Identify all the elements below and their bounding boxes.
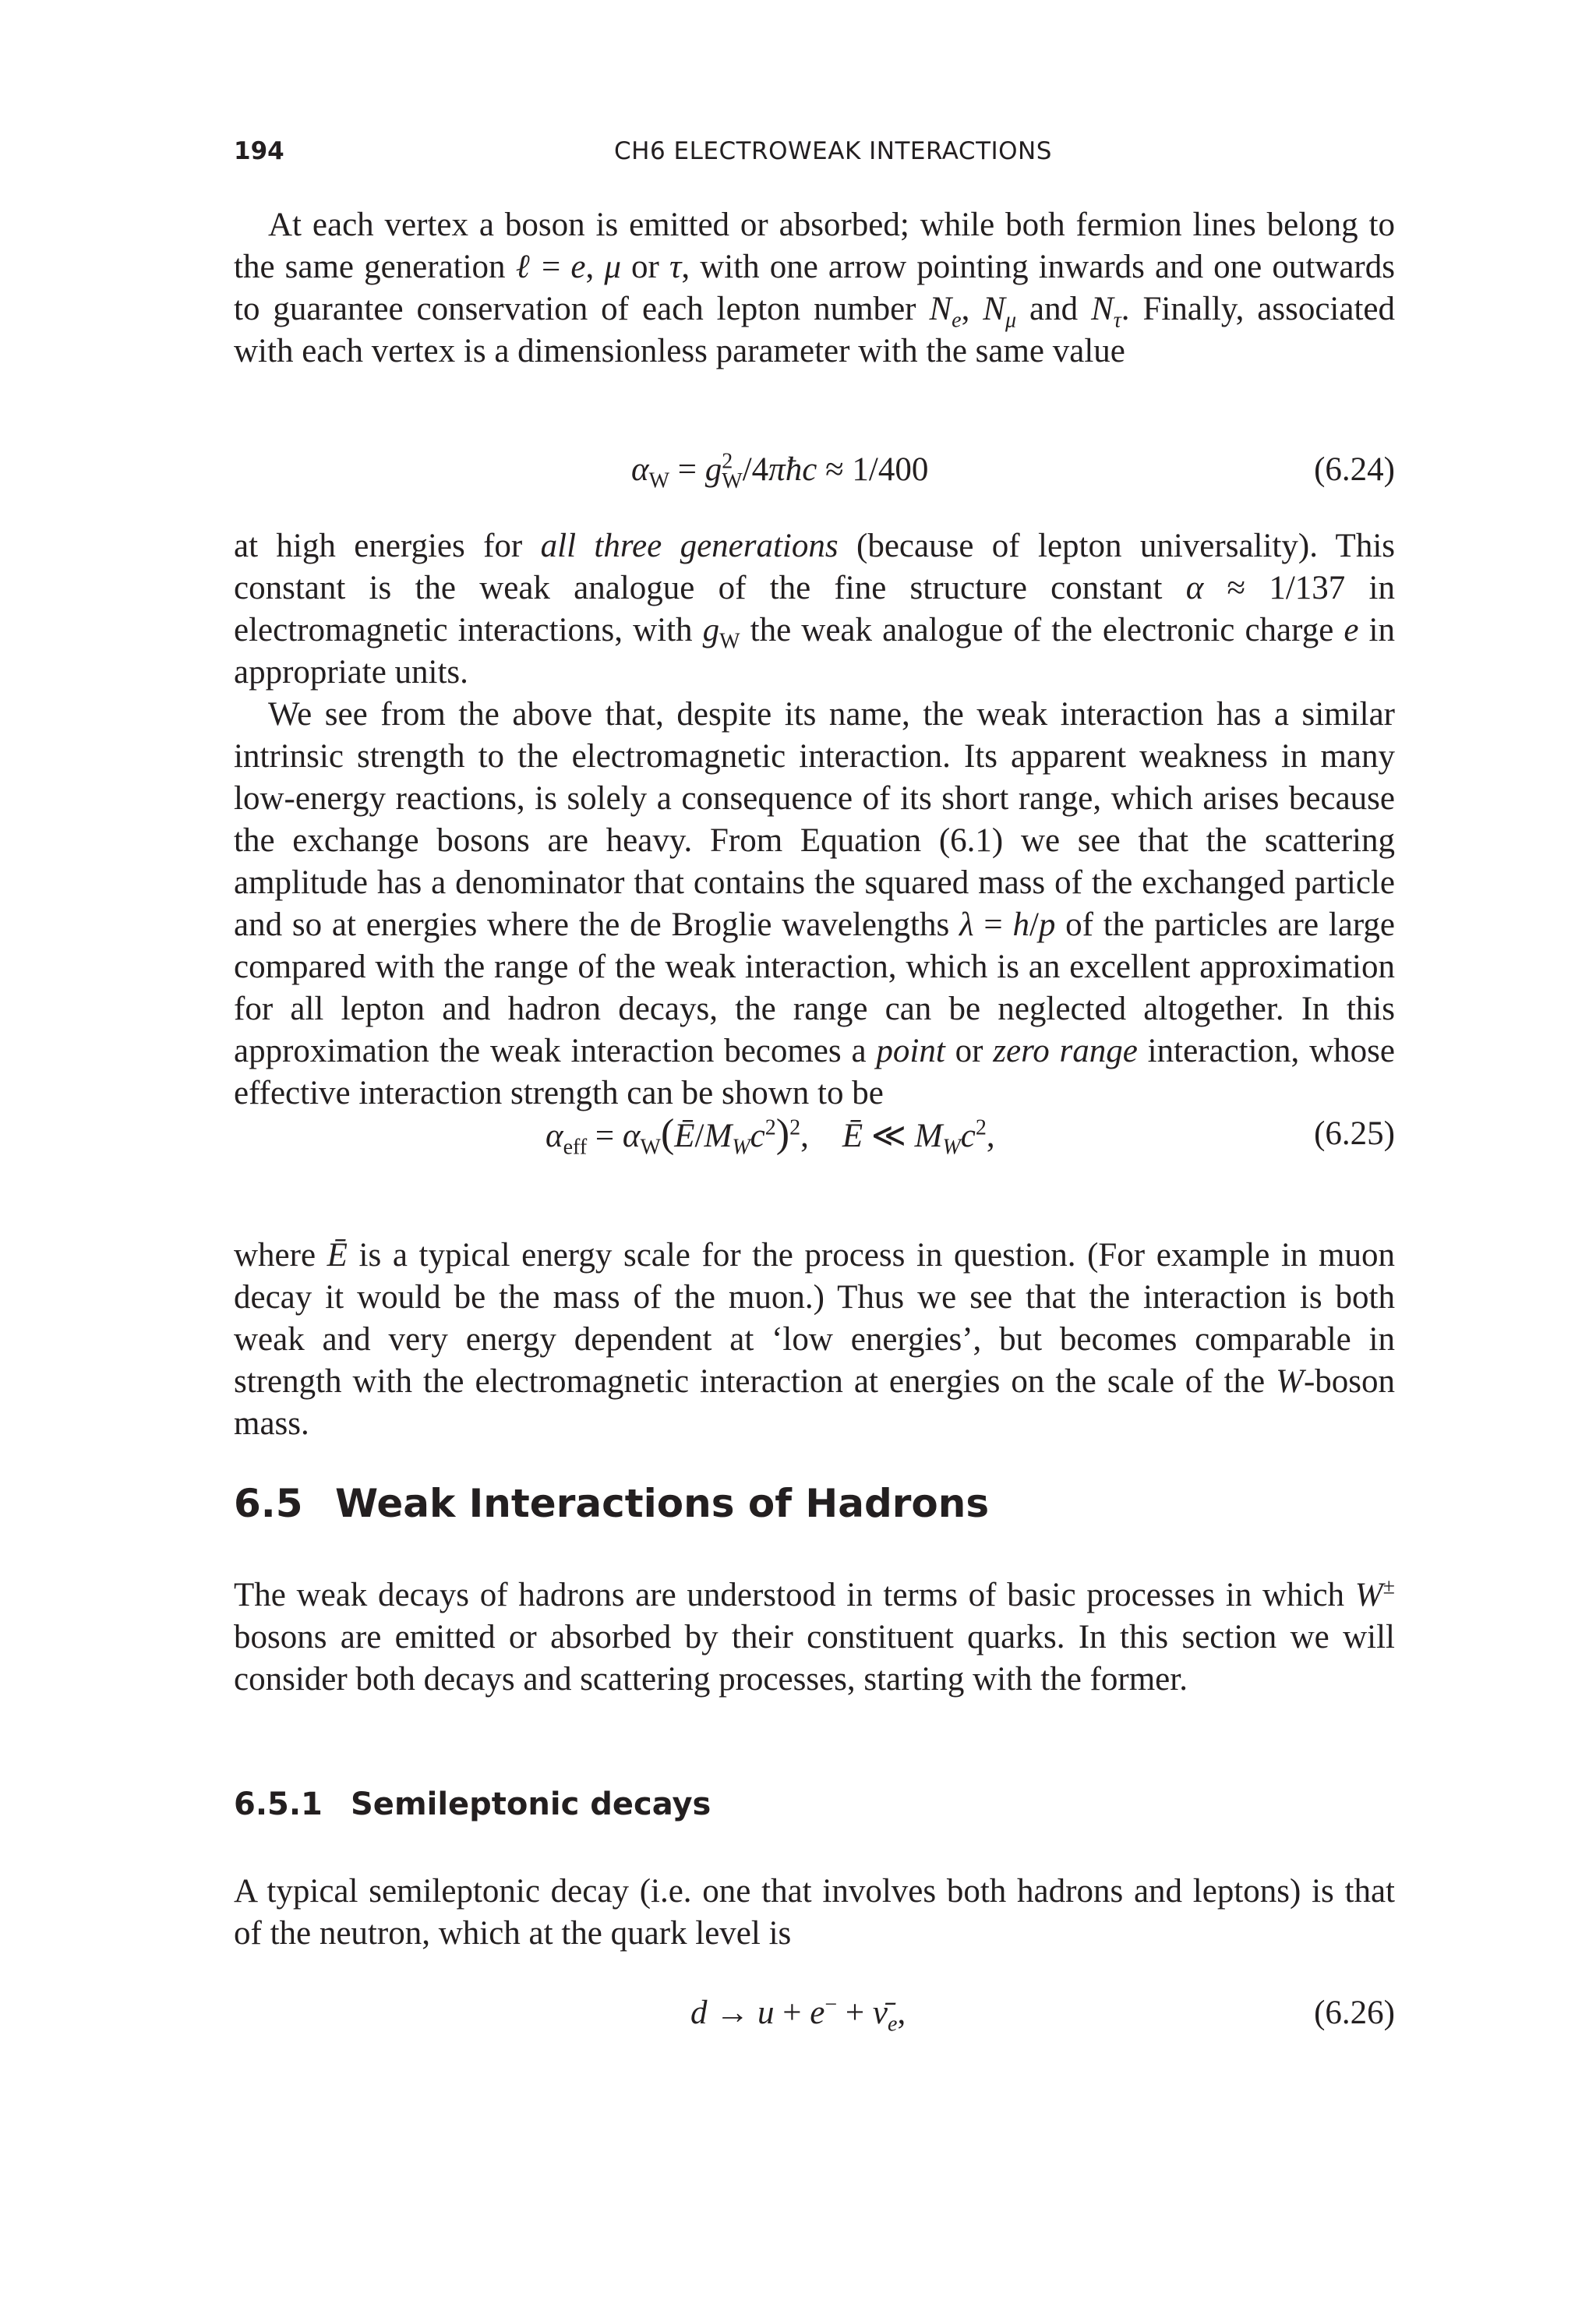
paragraph-hadron-decays bbox=[234, 1574, 1395, 1701]
paragraph-text: At each vertex a boson is emitted or absorbed; while both fermion lines belong to the same generation ℓ = e, μ or τ, with one arrow pointing inwards and one outwards to guarantee conservation of each lepton number $N_e$, $N_\mu$ and $N_\tau$. Finally, associated with each vertex is a dimensionless parameter with the same value bbox=[234, 207, 1395, 369]
equation-6-26 bbox=[234, 1992, 1395, 2037]
equation-expression: $\alpha_W$ = $g^2_W/4\pi ħc \approx 1/400$ bbox=[631, 449, 929, 493]
subsection-title: Semileptonic decays bbox=[351, 1786, 711, 1822]
running-header bbox=[234, 137, 1395, 168]
paragraph-text: The weak decays of hadrons are understood in terms of basic processes in which W± bosons are emitted or absorbed by their constituent quarks. In this section we will consider both decays and scattering processes, starting with the former. bbox=[234, 1574, 1395, 1698]
paragraph-text: A typical semileptonic decay (i.e. one that involves both hadrons and leptons) is that of the neutron, which at the quark level is bbox=[234, 1873, 1395, 1952]
section-number: 6.5 bbox=[234, 1481, 303, 1526]
paragraph-text: where Ē is a typical energy scale for the process in question. (For example in muon decay it would be the mass of the muon.) Thus we see that the interaction is both weak and very energy dependent at ‘low energies’, but becomes comparable in strength with the electromagnetic interaction at energies on the scale of the W-boson mass. bbox=[234, 1237, 1395, 1442]
page-number: 194 bbox=[234, 137, 284, 165]
paragraph-semileptonic bbox=[234, 1871, 1395, 1955]
equation-expression: $\alpha_{eff}$ = $\alpha_W(Ē/M_Wc^2)^2$, Ē ≪ $M_Wc^2$, bbox=[546, 1111, 995, 1160]
paragraph-text: at high energies for all three generations (because of lepton universality). This constant is the weak analogue of the fine structure constant α ≈ 1/137 in electromagnetic interactions, with $g_W$ the weak analogue of the electronic charge e in appropriate units. bbox=[234, 528, 1396, 691]
subsection-number: 6.5.1 bbox=[234, 1786, 323, 1822]
equation-number: (6.24) bbox=[1314, 451, 1395, 488]
equation-number: (6.25) bbox=[1314, 1115, 1395, 1152]
section-title: Weak Interactions of Hadrons bbox=[335, 1481, 990, 1526]
paragraph-text: We see from the above that, despite its name, the weak interaction has a similar intrinsic strength to the electromagnetic interaction. Its apparent weakness in many low-energy reactions, is solely a consequence of its short range, which arises because the exchange bosons are heavy. From Equation (6.1) we see that the scattering amplitude has a denominator that contains the squared mass of the exchanged particle and so at energies where the de Broglie wavelengths λ = h/p of the particles are large compared with the range of the weak interaction, which is an excellent approximation for all lepton and hadron decays, the range can be neglected altogether. In this approximation the weak interaction becomes a point or zero range interaction, whose effective interaction strength can be shown to be bbox=[234, 696, 1395, 1111]
equation-6-25 bbox=[234, 1111, 1395, 1160]
equation-6-24 bbox=[234, 449, 1395, 491]
equation-expression: $d \to u + e^- + \nū_e$, bbox=[690, 1992, 906, 2037]
running-title: CH6 ELECTROWEAK INTERACTIONS bbox=[614, 137, 1052, 165]
paragraph-weak-constant bbox=[234, 525, 1395, 1115]
subsection-heading-6-5-1 bbox=[234, 1786, 711, 1822]
paragraph-energy-scale bbox=[234, 1235, 1395, 1445]
section-heading-6-5 bbox=[234, 1481, 989, 1526]
paragraph-vertex-description bbox=[234, 204, 1395, 373]
equation-number: (6.26) bbox=[1314, 1995, 1395, 2031]
